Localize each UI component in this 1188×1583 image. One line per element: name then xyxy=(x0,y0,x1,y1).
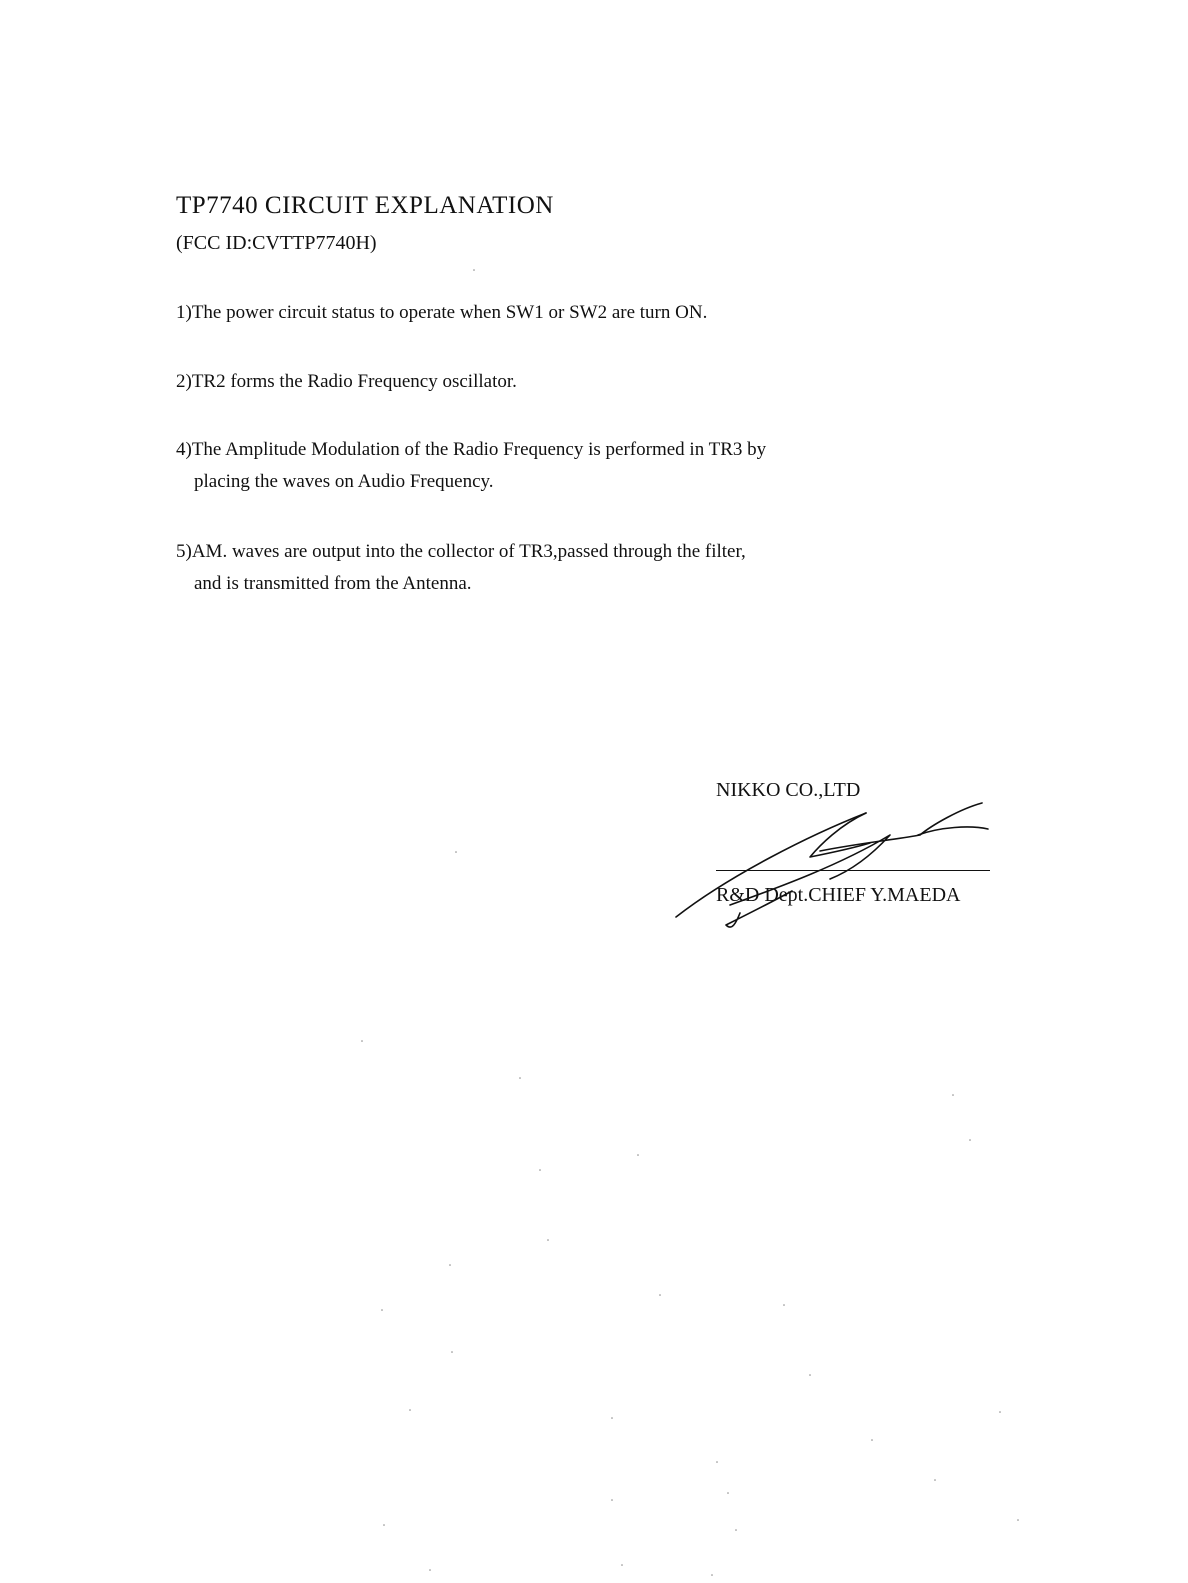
paragraph-1-line-1: 1)The power circuit status to operate when SW1 or SW2 are turn ON. xyxy=(176,302,708,323)
paragraph-2-line-1: 2)TR2 forms the Radio Frequency oscillator. xyxy=(176,371,517,392)
paragraph-4-line-2: placing the waves on Audio Frequency. xyxy=(194,471,494,492)
paragraph-4-line-1: 4)The Amplitude Modulation of the Radio Frequency is performed in TR3 by xyxy=(176,439,767,460)
signer-title: R&D Dept.CHIEF Y.MAEDA xyxy=(716,884,961,906)
paragraph-5-line-1: 5)AM. waves are output into the collector of TR3,passed through the filter, xyxy=(176,541,746,562)
company-name: NIKKO CO.,LTD xyxy=(716,779,861,801)
document-title: TP7740 CIRCUIT EXPLANATION xyxy=(176,192,554,219)
paragraph-1 xyxy=(176,297,707,329)
handwritten-signature xyxy=(670,795,1000,935)
fcc-id: (FCC ID:CVTTP7740H) xyxy=(176,232,377,254)
paragraph-5-line-2: and is transmitted from the Antenna. xyxy=(194,573,472,594)
paragraph-4 xyxy=(176,434,766,498)
paragraph-2 xyxy=(176,366,517,398)
paragraph-5 xyxy=(176,536,746,600)
